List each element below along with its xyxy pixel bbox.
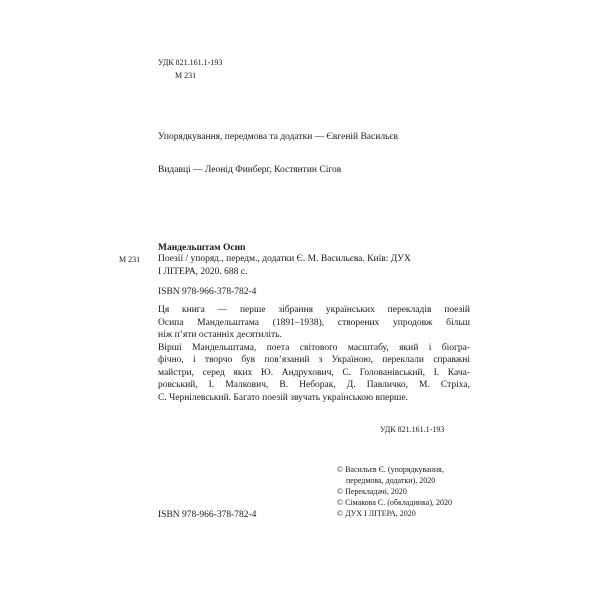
annotation-line: Ця книга — перше зібрання українських перекладів поезій [158,305,470,315]
annotation [158,304,470,404]
annotation-line: ніж п’яти останніх десятиліть. [158,330,282,340]
copyright-line: © ДУХ І ЛІТЕРА, 2020 [337,509,416,518]
copyright-line: © Сімакова С. (обкладинка), 2020 [337,498,453,507]
isbn-bottom: ISBN 978-966-378-782-4 [158,510,257,520]
udk-classification-top: УДК 821.161.1-193 [158,58,223,67]
annotation-line: Осипа Мандельштама (1891–1938), створених упродовж більш [158,317,470,328]
author-heading: Мандельштам Осип [158,243,246,253]
author-mark-top: М 231 [175,71,197,80]
annotation-line: С. Чернілевський. Багато поезій звучать українською вперше. [158,392,408,403]
copyright-line: передмова, додатки), 2020 [346,476,436,485]
annotation-line: ровський, І. Малкович, В. Неборак, Д. Павличко, М. Стріха, [158,380,470,390]
annotation-line: фічно, і творчо був пов’язаний з Україною, переклали справжні [158,355,470,365]
copyright-line: © Перекладачі, 2020 [337,487,407,496]
bibliographic-description [158,253,476,278]
compilers-credit: Упорядкування, передмова та додатки — Євгеній Васильєв [158,132,398,142]
publishers-credit: Видавці — Леонід Финберг, Костянтин Сігов [158,165,342,175]
biblio-line: Поезії / упоряд., передм., додатки Є. М. Васильєва. Київ: ДУХ [158,254,411,264]
annotation-line: майстри, серед яких Ю. Андрухович, С. Голованівський, І. Кача- [158,367,470,378]
copyright-block [337,464,537,519]
author-mark-side: М 231 [119,255,141,264]
copyright-line: © Васильєв Є. (упорядкування, [337,465,444,474]
annotation-line: Вірші Мандельштама, поета світового масштабу, який і біогра- [158,342,470,353]
isbn-main: ISBN 978-966-378-782-4 [158,287,257,297]
biblio-line: І ЛІТЕРА, 2020. 688 с. [158,266,248,277]
udk-classification-bottom: УДК 821.161.1-193 [380,425,445,434]
